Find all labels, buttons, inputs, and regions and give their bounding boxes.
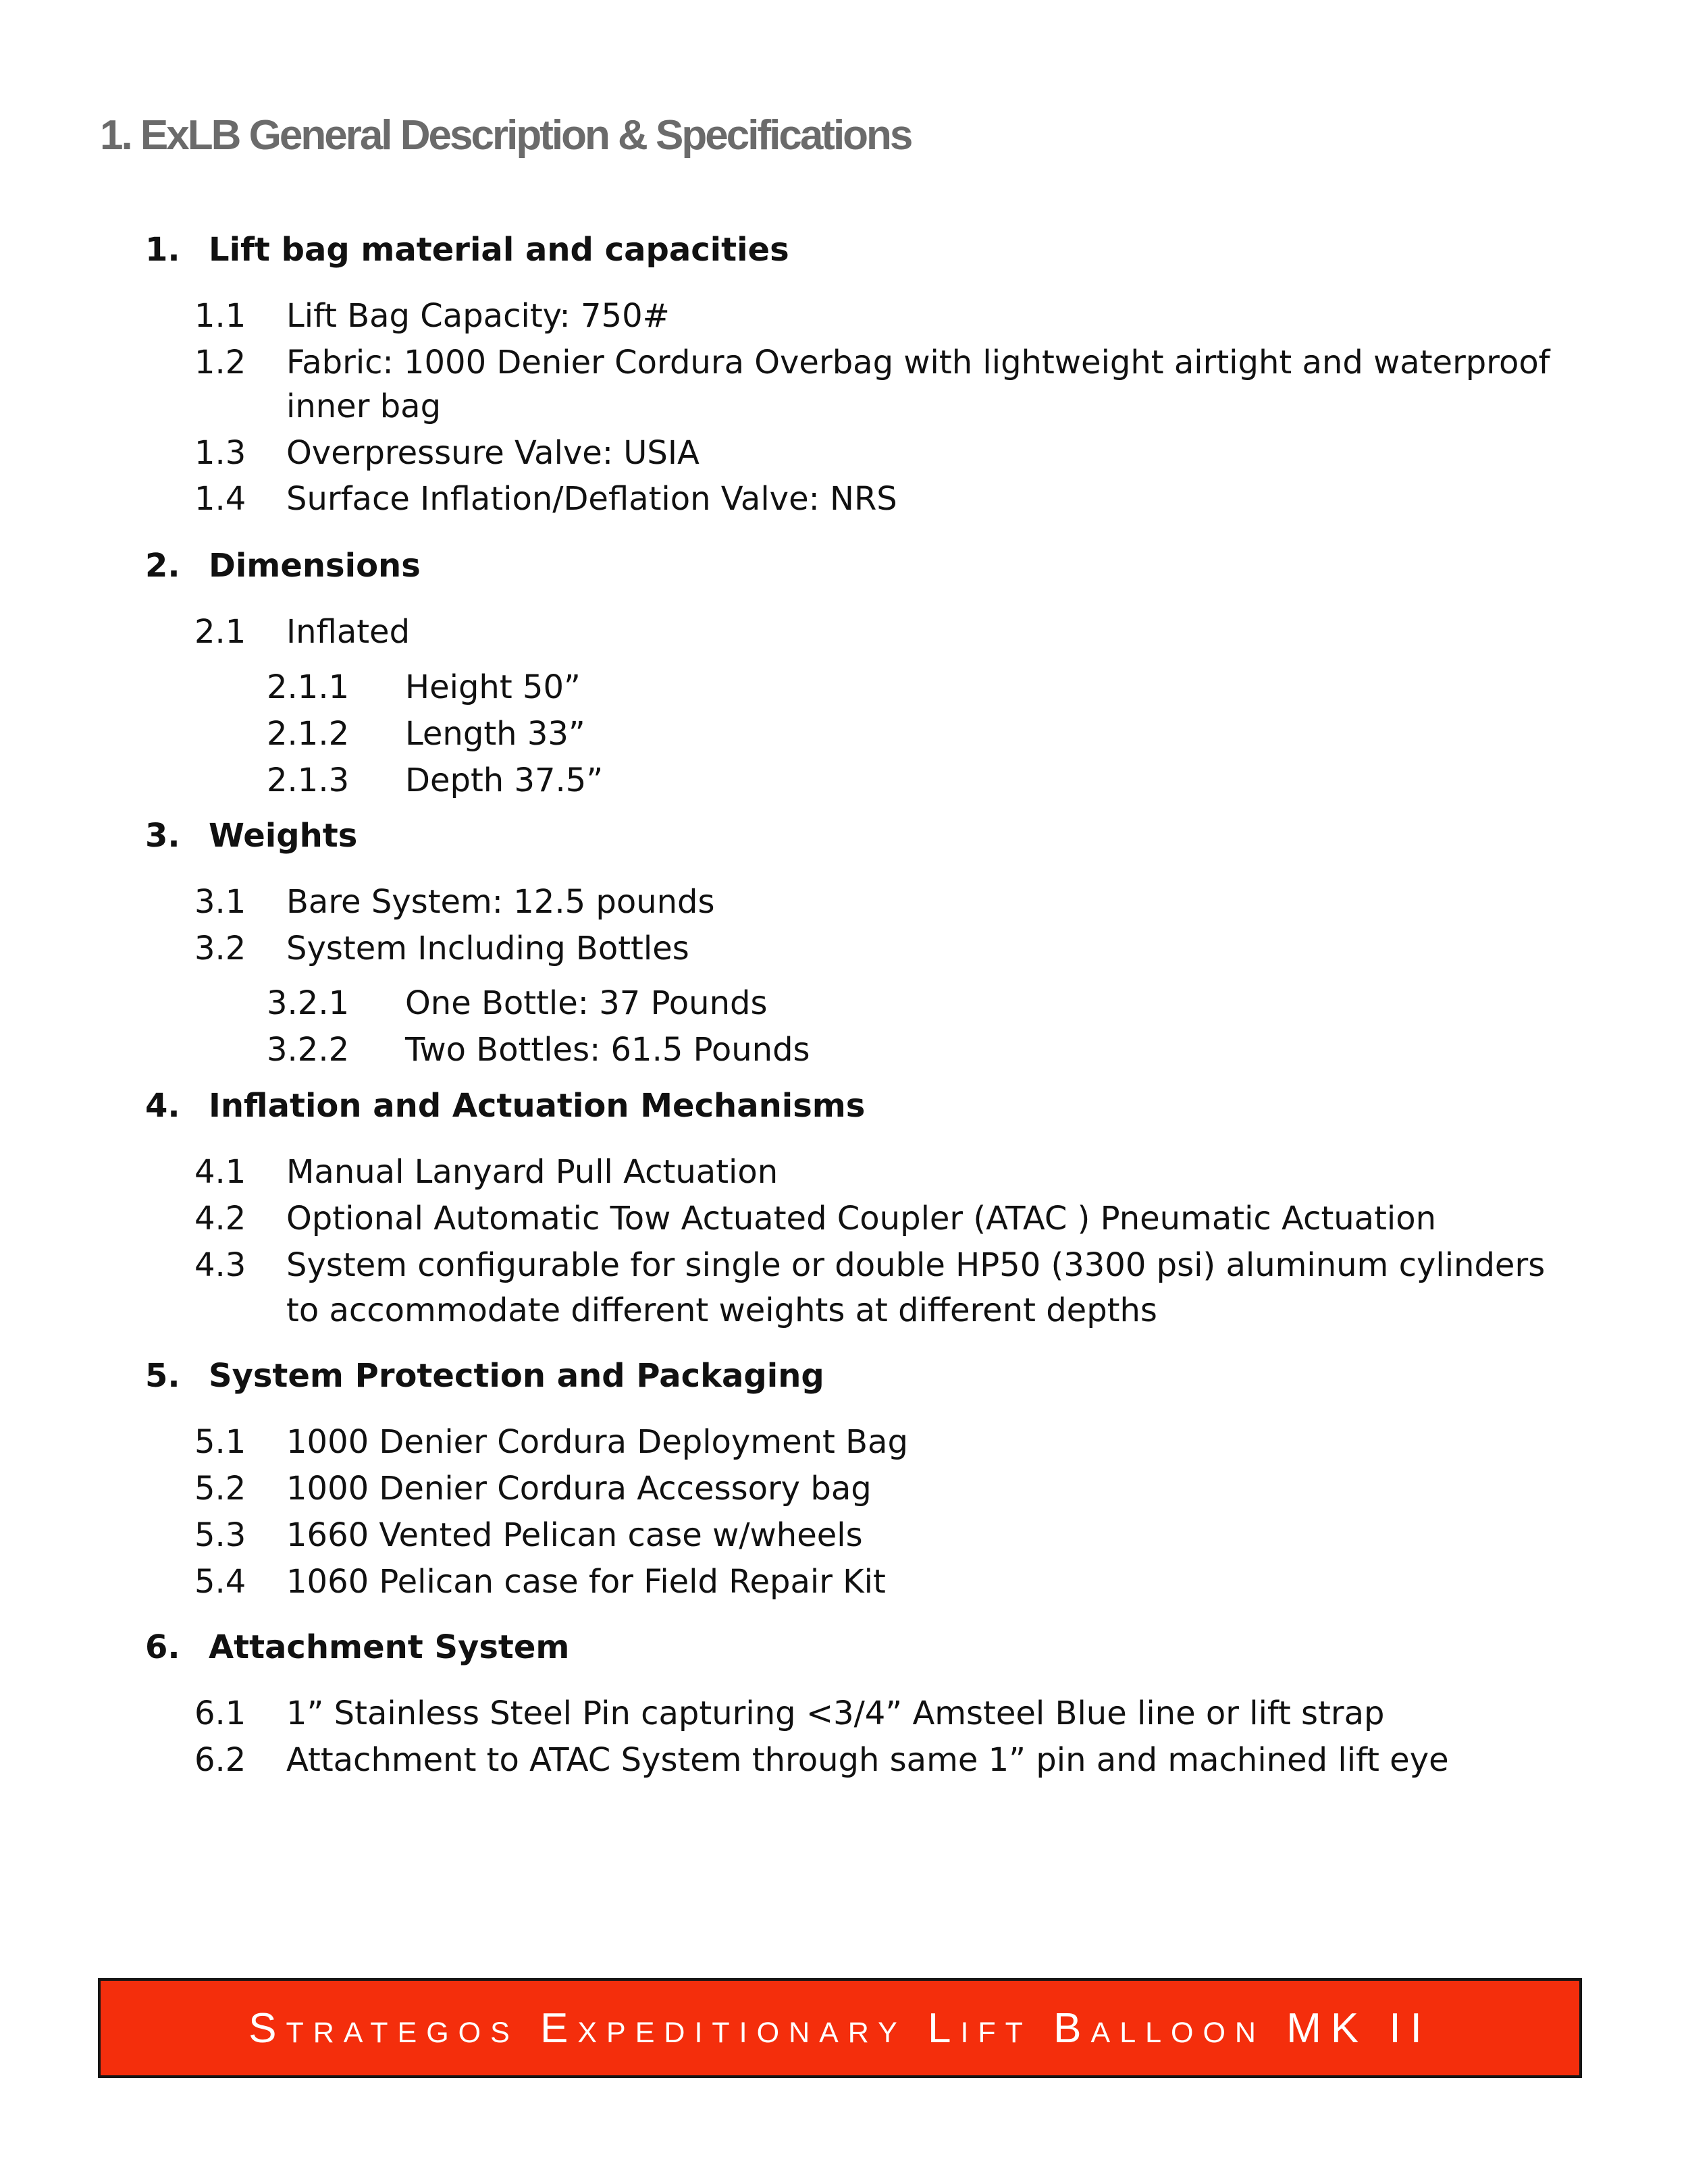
- item-number: 4.2: [194, 1200, 246, 1237]
- item-text: Fabric: 1000 Denier Cordura Overbag with lightweight airtight and waterproof: [286, 344, 1550, 381]
- subitem-number: 3.2.2: [267, 1031, 350, 1069]
- item-text: Optional Automatic Tow Actuated Coupler (ATAC ) Pneumatic Actuation: [286, 1200, 1437, 1237]
- item-number: 1.3: [194, 434, 246, 472]
- section-title: Weights: [209, 817, 358, 855]
- section-title: Attachment System: [209, 1628, 570, 1666]
- subitem-number: 2.1.3: [267, 762, 350, 799]
- section-number: 5.: [145, 1357, 180, 1395]
- item-text-continued: to accommodate different weights at different depths: [286, 1291, 1157, 1329]
- item-number: 5.2: [194, 1470, 246, 1508]
- item-text: System Including Bottles: [286, 930, 689, 967]
- subitem-number: 2.1.1: [267, 668, 350, 706]
- section-number: 3.: [145, 817, 180, 855]
- section-title: System Protection and Packaging: [209, 1357, 824, 1395]
- item-text: System configurable for single or double HP50 (3300 psi) aluminum cylinders: [286, 1246, 1546, 1284]
- item-number: 3.2: [194, 930, 246, 967]
- item-number: 4.1: [194, 1153, 246, 1191]
- item-number: 3.1: [194, 883, 246, 921]
- section-title: Dimensions: [209, 547, 421, 585]
- section-title: Lift bag material and capacities: [209, 231, 789, 269]
- item-number: 1.2: [194, 344, 246, 381]
- item-text: 1” Stainless Steel Pin capturing <3/4” Amsteel Blue line or lift strap: [286, 1695, 1385, 1732]
- item-text: 1000 Denier Cordura Accessory bag: [286, 1470, 872, 1508]
- subitem-text: Height 50”: [405, 668, 581, 706]
- section-number: 6.: [145, 1628, 180, 1666]
- section-number: 1.: [145, 231, 180, 269]
- section-number: 4.: [145, 1087, 180, 1125]
- subitem-text: One Bottle: 37 Pounds: [405, 984, 768, 1022]
- section-number: 2.: [145, 547, 180, 585]
- subitem-number: 2.1.2: [267, 715, 350, 753]
- item-text: 1060 Pelican case for Field Repair Kit: [286, 1563, 886, 1601]
- item-number: 1.4: [194, 480, 246, 518]
- item-number: 1.1: [194, 297, 246, 335]
- item-number: 5.1: [194, 1423, 246, 1461]
- item-number: 5.3: [194, 1516, 246, 1554]
- item-text-continued: inner bag: [286, 388, 442, 425]
- item-text: Surface Inflation/Deflation Valve: NRS: [286, 480, 897, 518]
- footer-banner: [98, 1978, 1582, 2078]
- item-text: Inflated: [286, 613, 411, 651]
- item-number: 2.1: [194, 613, 246, 651]
- item-number: 5.4: [194, 1563, 246, 1601]
- subitem-text: Length 33”: [405, 715, 585, 753]
- item-text: 1000 Denier Cordura Deployment Bag: [286, 1423, 908, 1461]
- subitem-text: Depth 37.5”: [405, 762, 604, 799]
- item-text: Lift Bag Capacity: 750#: [286, 297, 670, 335]
- item-text: Bare System: 12.5 pounds: [286, 883, 715, 921]
- item-number: 4.3: [194, 1246, 246, 1284]
- item-number: 6.2: [194, 1741, 246, 1779]
- footer-title: Strategos Expeditionary Lift Balloon MK II: [248, 2004, 1431, 2052]
- item-text: Manual Lanyard Pull Actuation: [286, 1153, 779, 1191]
- item-number: 6.1: [194, 1695, 246, 1732]
- subitem-text: Two Bottles: 61.5 Pounds: [405, 1031, 810, 1069]
- subitem-number: 3.2.1: [267, 984, 350, 1022]
- item-text: Attachment to ATAC System through same 1” pin and machined lift eye: [286, 1741, 1449, 1779]
- item-text: Overpressure Valve: USIA: [286, 434, 700, 472]
- page-title: 1. ExLB General Description & Specifications: [100, 112, 912, 159]
- section-title: Inflation and Actuation Mechanisms: [209, 1087, 866, 1125]
- item-text: 1660 Vented Pelican case w/wheels: [286, 1516, 863, 1554]
